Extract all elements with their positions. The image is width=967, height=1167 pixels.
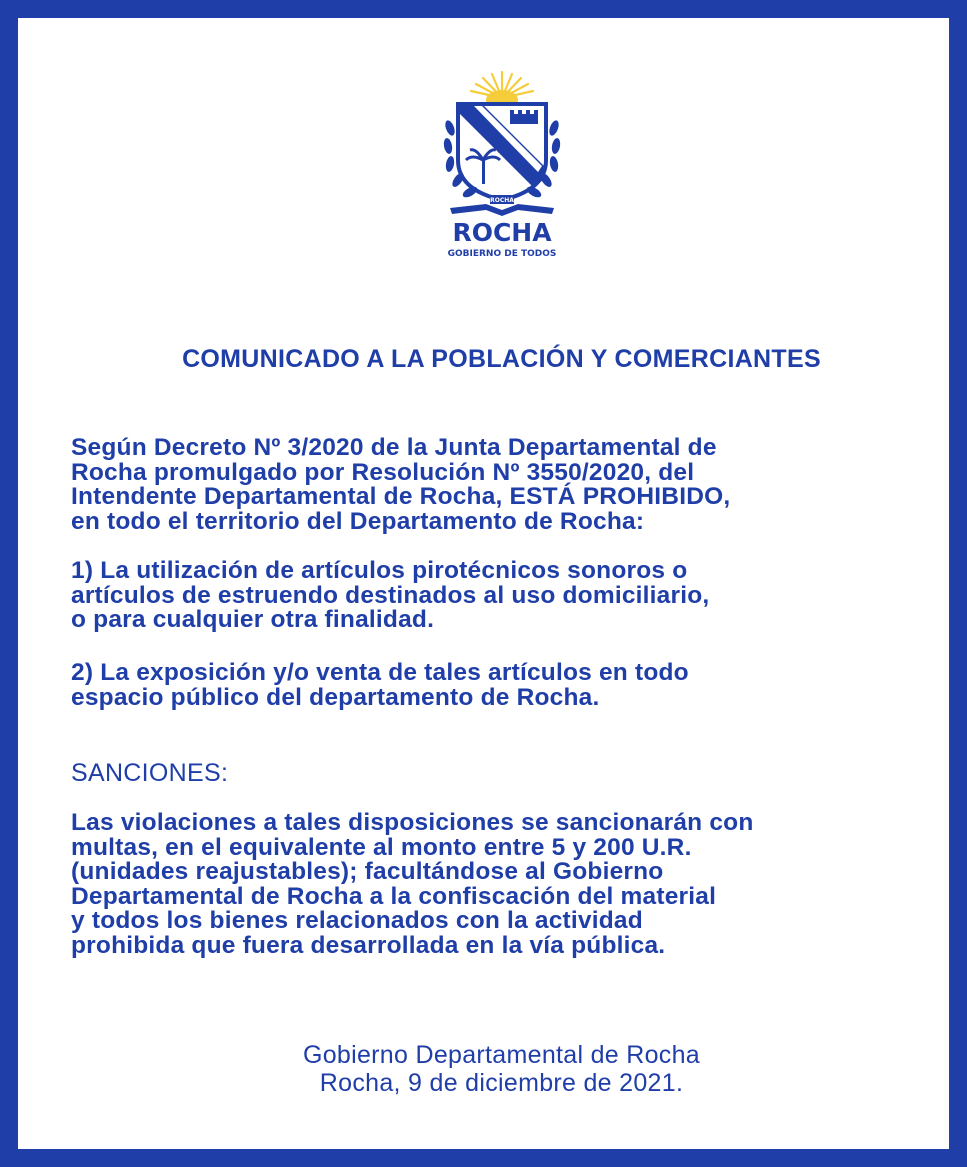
text-line: Departamental de Rocha a la confiscación del material [71,882,717,910]
text-line: y todos los bienes relacionados con la actividad [71,907,643,934]
notice-title: COMUNICADO A LA POBLACIÓN Y COMERCIANTES [182,345,821,373]
text-line: Las violaciones a tales disposiciones se sancionarán con [71,809,754,836]
logo-subtitle: GOBIERNO DE TODOS [447,249,557,259]
text-line: artículos de estruendo destinados al uso domiciliario, [71,581,710,609]
text-line: espacio público del departamento de Rocha. [71,683,600,711]
text-line: Rocha promulgado por Resolución Nº 3550/2020, del [71,458,695,486]
sanctions-paragraph [71,811,951,958]
logo-ribbon-text: ROCHA [490,197,514,204]
rocha-logo [436,68,568,268]
decree-paragraph [71,436,951,534]
text-line: multas, en el equivalente al monto entre 5 y 200 U.R. [71,833,692,861]
coat-of-arms-icon [436,68,568,218]
prohibition-item-1 [71,559,951,633]
prohibition-item-2 [71,661,951,710]
signature-issuer: Gobierno Departamental de Rocha [302,1041,701,1069]
text-line: Según Decreto Nº 3/2020 de la Junta Departamental de [71,434,717,461]
text-line: Intendente Departamental de Rocha, ESTÁ PROHIBIDO, [71,483,731,510]
sanctions-heading: SANCIONES: [71,759,229,787]
text-line: o para cualquier otra finalidad. [71,606,435,633]
text-line: (unidades reajustables); facultándose al Gobierno [71,858,664,885]
logo-name: ROCHA [452,218,552,247]
text-line: 2) La exposición y/o venta de tales artículos en todo [71,659,689,686]
text-line: en todo el territorio del Departamento de Rocha: [71,507,645,535]
text-line: 1) La utilización de artículos pirotécnicos sonoros o [71,557,688,584]
text-line: prohibida que fuera desarrollada en la vía pública. [71,931,666,959]
signature-date: Rocha, 9 de diciembre de 2021. [319,1069,684,1097]
